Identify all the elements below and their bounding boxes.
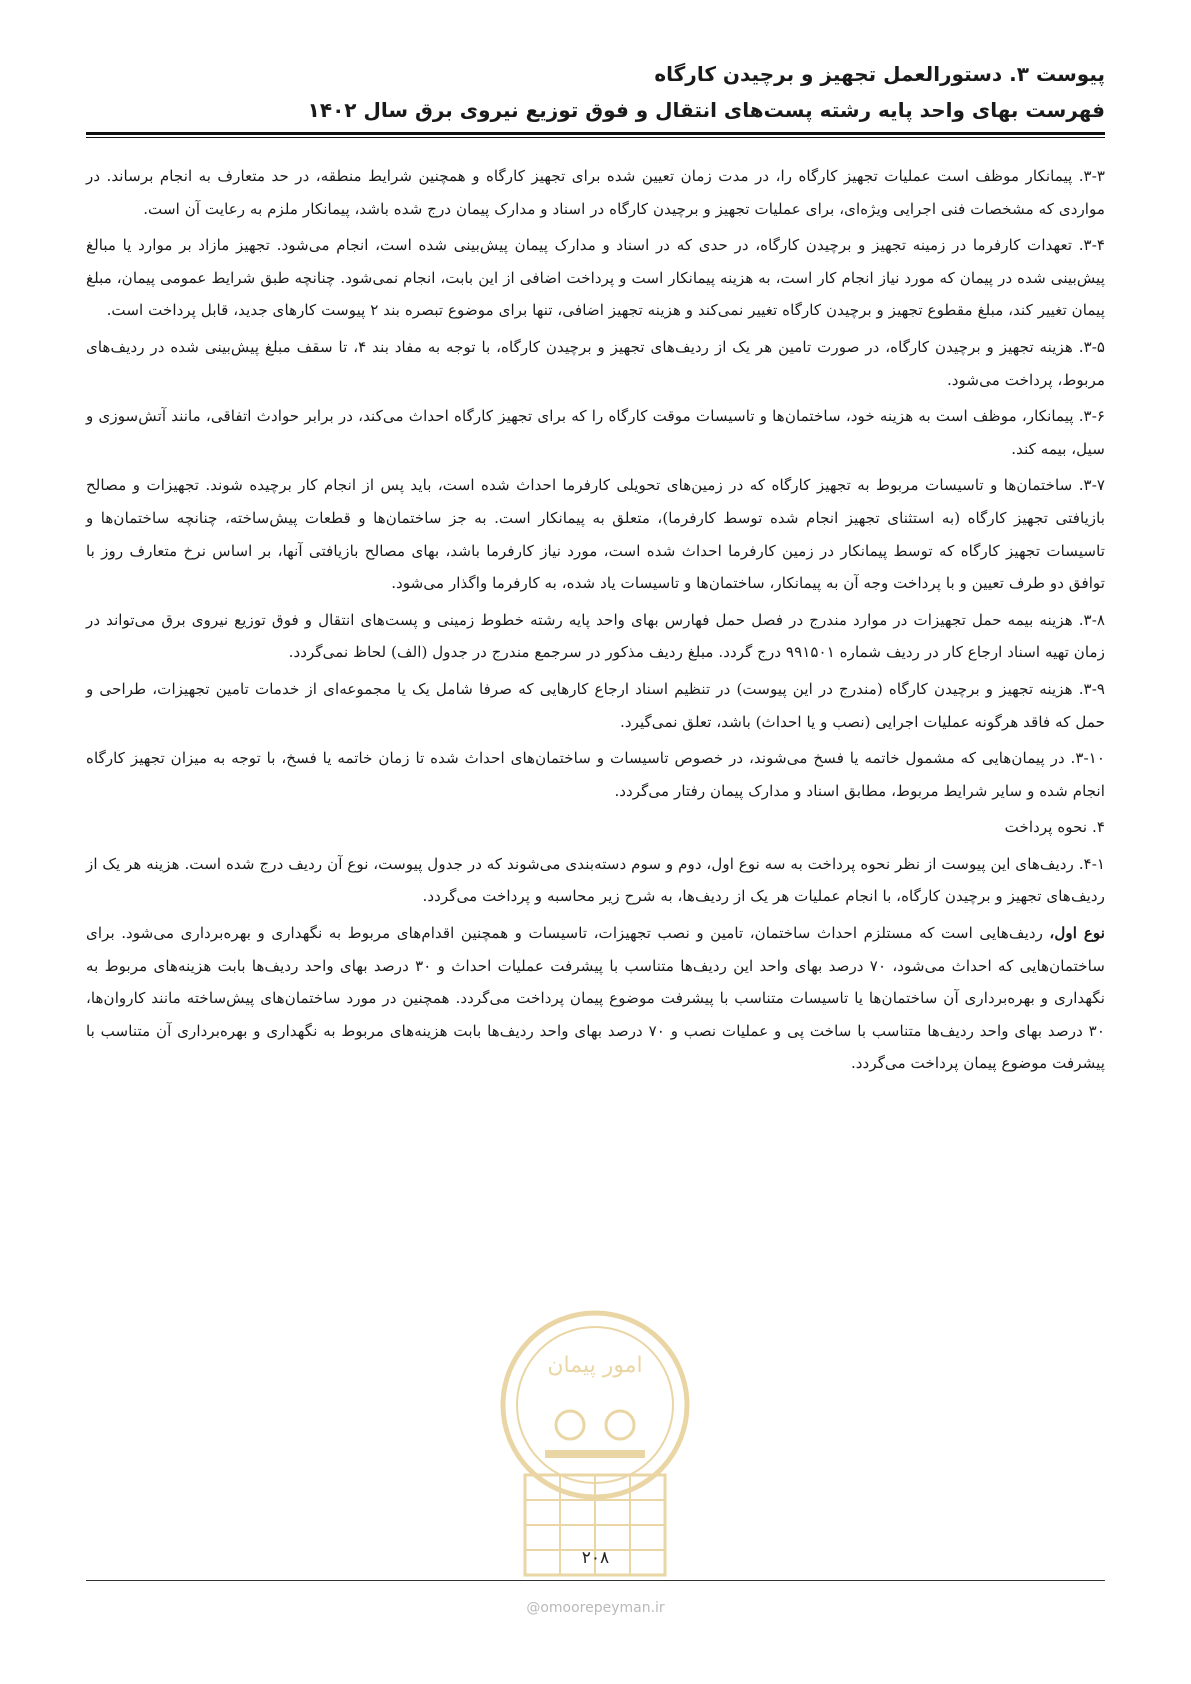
- paragraph-4-1: ۴-۱. ردیف‌های این پیوست از نظر نحوه پرداخت به سه نوع اول، دوم و سوم دسته‌بندی می‌شوند که در جدول پیوست، نوع آن ردیف درج شده است. هزینه هر یک از ردیف‌های تجهیز و برچیدن کارگاه، با انجام عملیات هر یک از ردیف‌ها، به شرح زیر محاسبه و پرداخت می‌گردد.: [86, 854, 1105, 906]
- header-rule-thin: [86, 137, 1105, 138]
- watermark-site-url: @omoorepeyman.ir: [526, 1600, 665, 1616]
- page-number: ۲۰۸: [581, 1548, 610, 1568]
- header-rule-thick: [86, 132, 1105, 135]
- document-body: [86, 160, 1105, 1084]
- paragraph-3-4: ۳-۴. تعهدات کارفرما در زمینه تجهیز و برچیدن کارگاه، در حدی که در اسناد و مدارک پیمان پیش‌بینی شده است، انجام می‌شود. تجهیز مازاد بر موارد یا مبالغ پیش‌بینی شده در پیمان که مورد نیاز انجام کار است، به هزینه پیمانکار است و پرداخت اضافی از این بابت، انجام نمی‌شود. چنانچه طبق شرایط عمومی پیمان، مبلغ پیمان تغییر کند، مبلغ مقطوع تجهیز و برچیدن کارگاه تغییر نمی‌کند و هزینه تجهیز اضافی، تنها برای موضوع تبصره بند ۲ پیوست کارهای جدید، قابل پرداخت است.: [86, 236, 1105, 320]
- paragraph-3-5: ۳-۵. هزینه تجهیز و برچیدن کارگاه، در صورت تامین هر یک از ردیف‌های تجهیز و برچیدن کارگاه، با توجه به مفاد بند ۴، تا سقف مبلغ پیش‌بینی شده در ردیف‌های مربوط، پرداخت می‌شود.: [86, 337, 1106, 389]
- paragraph-3-8: ۳-۸. هزینه بیمه حمل تجهیزات در موارد مندرج در فصل حمل فهارس بهای واحد پایه رشته خطوط زمینی و پست‌های انتقال و فوق توزیع نیروی برق می‌تواند در زمان تهیه اسناد ارجاع کار در ردیف شماره ۹۹۱۵۰۱ درج گردد. مبلغ ردیف مذکور در سرجمع مندرج در جدول (الف) لحاظ نمی‌گردد.: [86, 610, 1105, 662]
- section-4-title: ۴. نحوه پرداخت: [1004, 818, 1105, 837]
- paragraph-3-9: ۳-۹. هزینه تجهیز و برچیدن کارگاه (مندرج در این پیوست) در تنظیم اسناد ارجاع کارهایی که صرفا شامل یک یا مجموعه‌ای از خدمات تامین تجهیزات، طراحی و حمل که فاقد هرگونه عملیات اجرایی (نصب و یا احداث) باشد، تعلق نمی‌گیرد.: [86, 679, 1105, 731]
- watermark-logo-text: امور پیمان: [547, 1353, 643, 1378]
- type-1-text: ردیف‌هایی است که مستلزم احداث ساختمان، تامین و نصب تجهیزات، تاسیسات و همچنین اقدام‌های مربوط به نگهداری و بهره‌برداری می‌شود. برای ساختمان‌هایی که احداث می‌شود، ۷۰ درصد بهای واحد این ردیف‌ها متناسب با پیشرفت عملیات احداث و ۳۰ درصد بهای واحد ردیف‌ها بابت هزینه‌های مربوط به نگهداری و بهره‌برداری آن ساختمان‌ها یا تاسیسات متناسب با پیشرفت موضوع پیمان پرداخت می‌گردد. همچنین در مورد ساختمان‌های پیش‌ساخته مانند کاروان‌ها، ۳۰ درصد بهای واحد ردیف‌ها متناسب با ساخت پی و عملیات نصب و ۷۰ درصد بهای واحد ردیف‌ها بابت هزینه‌های مربوط به نگهداری و بهره‌برداری آن متناسب با پیشرفت موضوع پیمان پرداخت می‌گردد.: [86, 924, 1105, 1073]
- paragraph-type-1: [86, 917, 1105, 1080]
- paragraph-3-3: ۳-۳. پیمانکار موظف است عملیات تجهیز کارگاه را، در مدت زمان تعیین شده برای تجهیز کارگاه و همچنین شرایط منطقه، در حد متعارف به انجام برساند. در مواردی که مشخصات فنی اجرایی ویژه‌ای، برای عملیات تجهیز و برچیدن کارگاه در اسناد و مدارک پیمان درج شده باشد، پیمانکار ملزم به رعایت آن است.: [86, 167, 1105, 218]
- document-title: فهرست بهای واحد پایه رشته پست‌های انتقال و فوق توزیع نیروی برق سال ۱۴۰۲: [307, 98, 1105, 122]
- page-header: [86, 56, 1105, 128]
- type-1-lead: نوع اول،: [1049, 924, 1105, 943]
- paragraph-3-6: ۳-۶. پیمانکار، موظف است به هزینه خود، ساختمان‌ها و تاسیسات موقت کارگاه را که برای تجهیز کارگاه احداث می‌کند، در برابر حوادث اتفاقی، مانند آتش‌سوزی و سیل، بیمه کند.: [86, 407, 1105, 458]
- paragraph-3-10: ۳-۱۰. در پیمان‌هایی که مشمول خاتمه یا فسخ می‌شوند، در خصوص تاسیسات و ساختمان‌های احداث شده تا زمان خاتمه یا فسخ، با توجه به میزان تجهیز کارگاه انجام شده و سایر شرایط مربوط، مطابق اسناد و مدارک پیمان رفتار می‌گردد.: [86, 749, 1105, 800]
- watermark-logo-icon: [490, 1300, 700, 1590]
- footer-rule: [86, 1580, 1105, 1581]
- appendix-title: پیوست ۳. دستورالعمل تجهیز و برچیدن کارگاه: [654, 62, 1105, 86]
- paragraph-3-7: ۳-۷. ساختمان‌ها و تاسیسات مربوط به تجهیز کارگاه که در زمین‌های تحویلی کارفرما احداث شده است، باید پس از انجام کار برچیده شوند. تجهیزات و مصالح بازیافتی تجهیز کارگاه (به استثنای تجهیز انجام شده توسط کارفرما)، متعلق به پیمانکار است. به جز ساختمان‌ها و قطعات پیش‌ساخته، چنانچه ساختمان‌ها و تاسیسات تجهیز کارگاه که توسط پیمانکار در زمین کارفرما احداث شده است، مورد نیاز کارفرما باشد، بهای مصالح بازیافتی آنها، بر اساس نرخ متعارف روز با توافق دو طرف تعیین و با پرداخت وجه آن به پیمانکار، ساختمان‌ها و تاسیسات یاد شده، به کارفرما واگذار می‌شود.: [86, 476, 1105, 593]
